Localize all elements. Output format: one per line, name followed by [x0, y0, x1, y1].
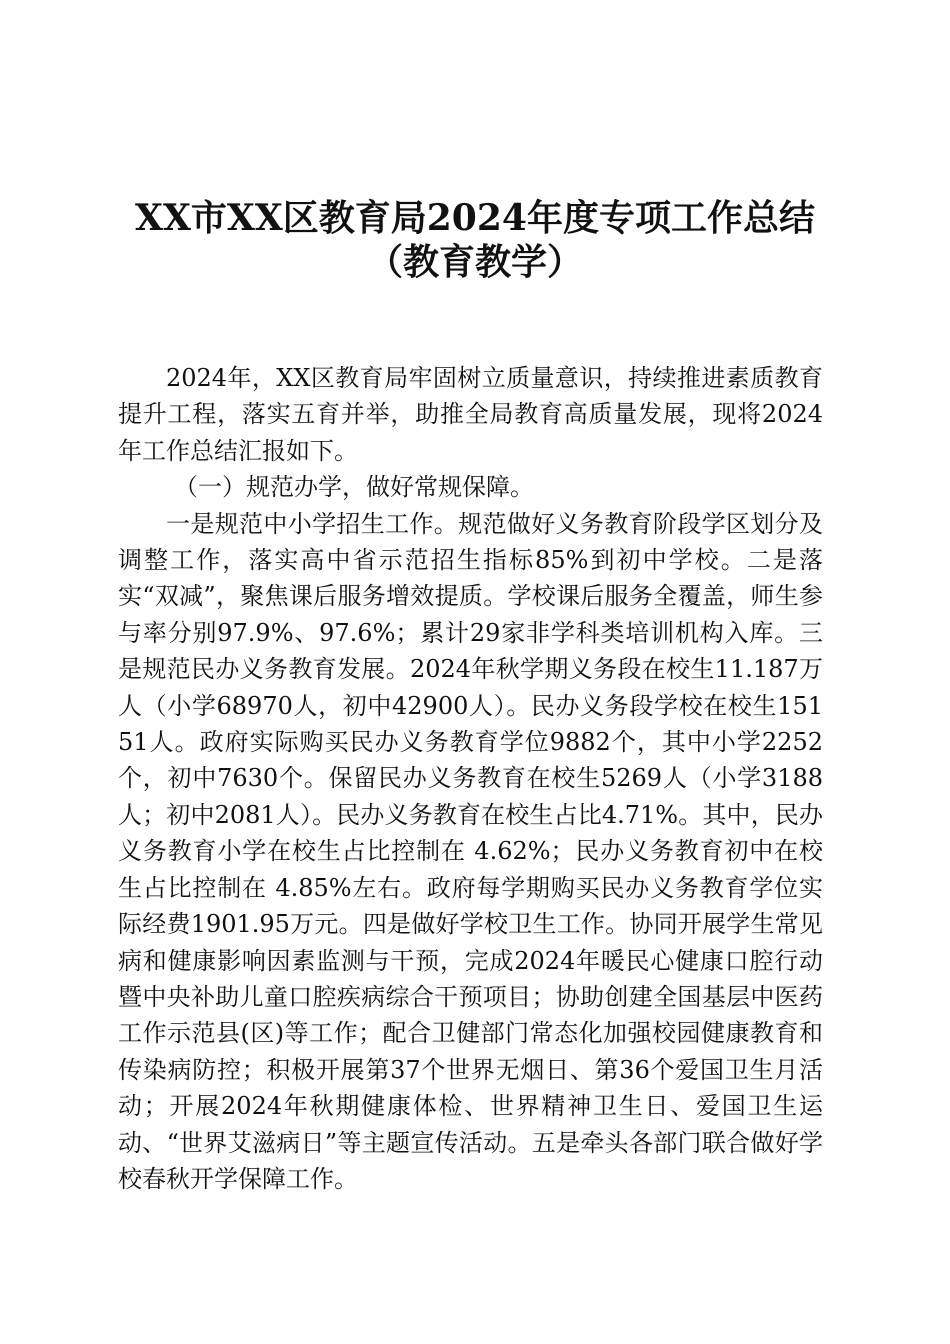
section-heading: （一）规范办学，做好常规保障。 — [174, 473, 534, 502]
document-title: XX市XX区教育局2024年度专项工作总结 — [135, 197, 815, 239]
document-body — [118, 360, 823, 1197]
document-subtitle: （教育教学） — [366, 241, 583, 283]
intro-paragraph: 2024年，XX区教育局牢固树立质量意识，持续推进素质教育提升工程，落实五育并举，助推全局教育高质量发展，现将2024年工作总结汇报如下。 — [118, 364, 823, 465]
section-paragraph: 一是规范中小学招生工作。规范做好义务教育阶段学区划分及调整工作，落实高中省示范招生指标85%到初中学校。二是落实“双减”，聚焦课后服务增效提质。学校课后服务全覆盖，师生参与率分别97.9%、97.6%；累计29家非学科类培训机构入库。三是规范民办义务教育发展。2024年秋学期义务段在校生11.187万人（小学68970人，初中42900人）。民办义务段学校在校生15151人。政府实际购买民办义务教育学位9882个，其中小学2252个，初中7630个。保留民办义务教育在校生5269人（小学3188人；初中2081人）。民办义务教育在校生占比4.71%。其中，民办义务教育小学在校生占比控制在 4.62%；民办义务教育初中在校生占比控制在 4.85%左右。政府每学期购买民办义务教育学位实际经费1901.95万元。四是做好学校卫生工作。协同开展学生常见病和健康影响因素监测与干预，完成2024年暖民心健康口腔行动暨中央补助儿童口腔疾病综合干预项目；协助创建全国基层中医药工作示范县(区)等工作；配合卫健部门常态化加强校园健康教育和传染病防控；积极开展第37个世界无烟日、第36个爱国卫生月活动；开展2024年秋期健康体检、世界精神卫生日、爱国卫生运动、“世界艾滋病日”等主题宣传活动。五是牵头各部门联合做好学校春秋开学保障工作。 — [118, 509, 823, 1193]
